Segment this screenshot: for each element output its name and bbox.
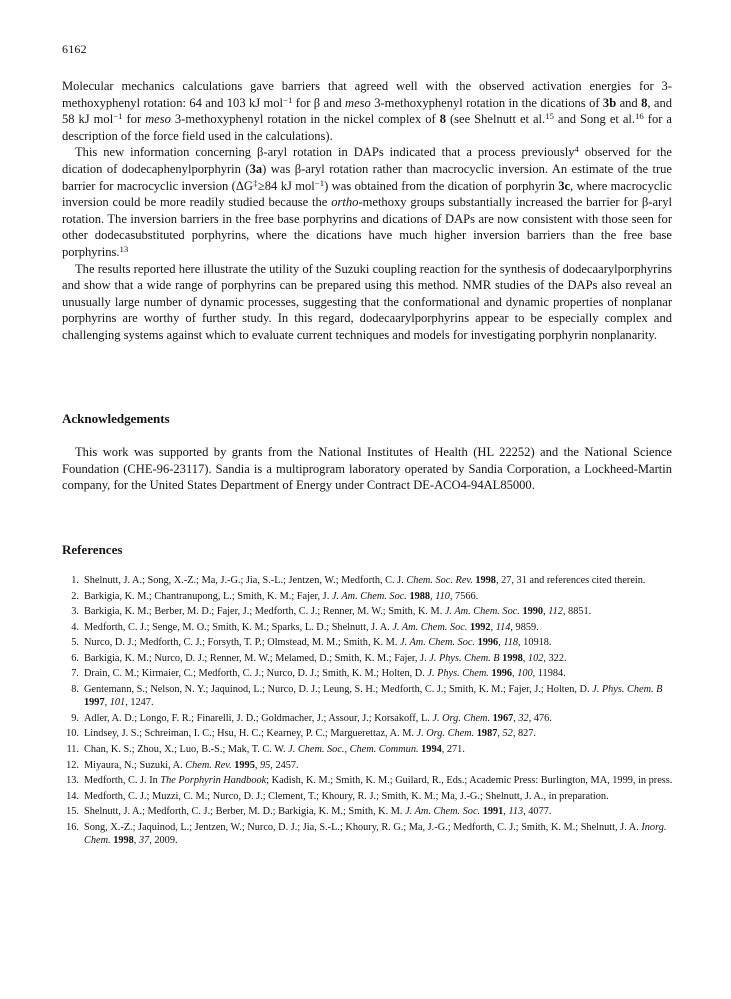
reference-item bbox=[62, 790, 674, 804]
reference-item bbox=[62, 605, 674, 619]
reference-item bbox=[62, 774, 674, 788]
reference-text: Song, X.-Z.; Jaquinod, L.; Jentzen, W.; Nurco, D. J.; Jia, S.-L.; Khoury, R. G.; Ma, J.-G.; Medforth, C. J.; Smith, K. M.; Shelnutt, J. A. Inorg. Chem. 1998, 37, 2009. bbox=[84, 821, 667, 847]
reference-journal: J. Am. Chem. Soc. bbox=[444, 606, 520, 618]
reference-authors: Drain, C. M.; Kirmaier, C.; Medforth, C. J.; Nurco, D. J.; Smith, K. M.; Holten, D. bbox=[84, 668, 428, 680]
reference-pages: , 476. bbox=[528, 712, 552, 724]
reference-pages: , 827. bbox=[512, 728, 536, 740]
reference-year: 1997 bbox=[84, 697, 105, 709]
reference-pages: , 2457. bbox=[270, 759, 299, 771]
acknowledgements-text: This work was supported by grants from the National Institutes of Health (HL 22252) and the National Science Foundation (CHE-96-23117). Sandia is a multiprogram laboratory operated by Sandia Corporation, a Lockheed-Martin company, for the United States Department of Energy under Contract DE-ACO4-94AL85000. bbox=[62, 445, 672, 493]
reference-year: 1992 bbox=[469, 621, 491, 633]
reference-pages: , 4077. bbox=[523, 806, 552, 818]
reference-pages: , 322. bbox=[543, 652, 567, 664]
reference-text: Drain, C. M.; Kirmaier, C.; Medforth, C. J.; Nurco, D. J.; Smith, K. M.; Holten, D. J. Phys. Chem. 1996, 100, 11984. bbox=[84, 668, 566, 680]
reference-year: 1967 bbox=[492, 712, 514, 724]
reference-journal: J. Am. Chem. Soc. bbox=[392, 621, 468, 633]
reference-journal: J. Am. Chem. Soc. bbox=[399, 637, 476, 649]
reference-item bbox=[62, 805, 674, 819]
reference-text: Medforth, C. J.; Senge, M. O.; Smith, K. M.; Sparks, L. D.; Shelnutt, J. A. J. Am. Chem. Soc. 1992, 114, 9859. bbox=[84, 621, 539, 633]
reference-authors: Barkigia, K. M.; Berber, M. D.; Fajer, J.; Medforth, C. J.; Renner, M. W.; Smith, K. M. bbox=[84, 606, 445, 618]
reference-item bbox=[62, 821, 674, 848]
reference-pages: , 8851. bbox=[562, 606, 592, 618]
page-number: 6162 bbox=[62, 42, 87, 56]
reference-text: Shelnutt, J. A.; Medforth, C. J.; Berber, M. D.; Barkigia, K. M.; Smith, K. M. J. Am. Chem. Soc. 1991, 113, 4077. bbox=[84, 806, 552, 818]
reference-volume: 112 bbox=[548, 606, 563, 618]
reference-text bbox=[84, 743, 674, 757]
reference-authors: Medforth, C. J.; Muzzi, C. M.; Nurco, D. J.; Clement, T.; Khoury, R. J.; Smith, K. M.; Ma, J.-G.; Shelnutt, J. A., in preparation. bbox=[84, 790, 609, 802]
reference-authors: Gentemann, S.; Nelson, N. Y.; Jaquinod, L.; Nurco, D. J.; Leung, S. H.; Medforth, C. J.; Smith, K. M.; Fajer, J.; Holten, D. bbox=[84, 683, 593, 695]
reference-item bbox=[62, 712, 674, 726]
references-heading: References bbox=[62, 542, 123, 557]
reference-text bbox=[84, 574, 674, 588]
reference-authors: Song, X.-Z.; Jaquinod, L.; Jentzen, W.; Nurco, D. J.; Jia, S.-L.; Khoury, R. G.; Ma, J.-G.; Medforth, C. J.; Smith, K. M.; Shelnutt, J. A. bbox=[84, 821, 642, 833]
reference-year: 1996 bbox=[491, 668, 513, 680]
reference-year: 1998 bbox=[502, 652, 523, 664]
reference-authors: Medforth, C. J. In bbox=[84, 775, 161, 787]
reference-journal: J. Phys. Chem. B bbox=[592, 683, 663, 695]
reference-volume: 113 bbox=[508, 806, 524, 818]
reference-number: 8. bbox=[71, 683, 79, 695]
reference-item bbox=[62, 743, 674, 757]
reference-item bbox=[62, 667, 674, 681]
reference-journal: J. Phys. Chem. bbox=[427, 668, 489, 680]
reference-number: 4. bbox=[71, 621, 79, 633]
reference-year: 1995 bbox=[234, 759, 255, 771]
reference-pages: ; Kadish, K. M.; Smith, K. M.; Guilard, R., Eds.; Academic Press: Burlington, MA, 1999, in press. bbox=[266, 775, 673, 787]
reference-authors: Lindsey, J. S.; Schreiman, I. C.; Hsu, H. C.; Kearney, P. C.; Marguerettaz, A. M. bbox=[84, 728, 417, 740]
reference-authors: Miyaura, N.; Suzuki, A. bbox=[84, 759, 186, 771]
paragraph-conclusions: The results reported here illustrate the utility of the Suzuki coupling reaction for the synthesis of dodecaarylporphyrins and show that a wide range of porphyrins can be prepared using this method. NMR studies of the DAPs also reveal an unusually large number of dynamic processes, suggesting that the conformational and dynamic properties of nonplanar porphyrins are worthy of further study. In this regard, dodecaarylporphyrins appear to be especially complex and challenging systems against which to evaluate current techniques and models for investigating porphyrin nonplanarity. bbox=[62, 261, 672, 342]
reference-journal: J. Org. Chem. bbox=[416, 728, 475, 740]
reference-text: Barkigia, K. M.; Nurco, D. J.; Renner, M. W.; Melamed, D.; Smith, K. M.; Fajer, J. J. Phys. Chem. B 1998, 102, 322. bbox=[84, 652, 567, 664]
reference-item bbox=[62, 652, 674, 666]
reference-text: Miyaura, N.; Suzuki, A. Chem. Rev. 1995, 95, 2457. bbox=[84, 759, 299, 771]
reference-list bbox=[62, 574, 674, 850]
reference-journal: J. Phys. Chem. B bbox=[429, 652, 500, 664]
reference-year: 1991 bbox=[482, 806, 504, 818]
reference-number: 14. bbox=[66, 790, 79, 802]
reference-text bbox=[84, 774, 674, 788]
reference-year: 1988 bbox=[409, 590, 431, 602]
reference-number: 3. bbox=[71, 606, 79, 618]
reference-journal: Chem. Rev. bbox=[185, 759, 232, 771]
reference-volume: 100 bbox=[517, 668, 533, 680]
reference-pages: , 7566. bbox=[449, 590, 479, 602]
reference-number: 9. bbox=[71, 712, 79, 724]
body-text bbox=[62, 78, 672, 344]
reference-text bbox=[84, 790, 674, 804]
reference-number: 16. bbox=[66, 821, 79, 833]
reference-number: 5. bbox=[71, 637, 79, 649]
reference-volume: 52 bbox=[502, 728, 513, 740]
reference-item bbox=[62, 727, 674, 741]
reference-text: Barkigia, K. M.; Berber, M. D.; Fajer, J.; Medforth, C. J.; Renner, M. W.; Smith, K. M. J. Am. Chem. Soc. 1990, 112, 8851. bbox=[84, 606, 592, 618]
reference-journal: The Porphyrin Handbook bbox=[160, 775, 267, 787]
reference-authors: Chan, K. S.; Zhou, X.; Luo, B.-S.; Mak, T. C. W. bbox=[84, 744, 289, 756]
reference-item bbox=[62, 621, 674, 635]
reference-item bbox=[62, 574, 674, 588]
reference-journal: Inorg. Chem. bbox=[84, 821, 667, 847]
reference-volume: 118 bbox=[503, 637, 519, 649]
reference-number: 15. bbox=[66, 806, 79, 818]
reference-volume: 37 bbox=[138, 835, 150, 847]
paragraph-molecular-mechanics: Molecular mechanics calculations gave barriers that agreed well with the observed activation energies for 3-methoxyphenyl rotation: 64 and 103 kJ mol$^{-1}$ for β and meso 3-methoxyphenyl rotation in the dications of 3b and 8, and 58 kJ mol$^{-1}$ for meso 3-methoxyphenyl rotation in the nickel complex of 8 (see Shelnutt et al.$^{15}$ and Song et al.$^{16}$ for a description of the force field used in the calculations). bbox=[62, 79, 672, 143]
reference-text: Barkigia, K. M.; Chantranupong, L.; Smith, K. M.; Fajer, J. J. Am. Chem. Soc. 1988, 110, 7566. bbox=[84, 590, 479, 602]
reference-volume: 32 bbox=[518, 712, 529, 724]
reference-journal: J. Org. Chem. bbox=[432, 712, 491, 724]
reference-volume: 101 bbox=[109, 697, 126, 709]
reference-year: 1990 bbox=[522, 606, 544, 618]
reference-item bbox=[62, 636, 674, 650]
reference-number: 7. bbox=[71, 668, 79, 680]
reference-volume: 95 bbox=[260, 759, 271, 771]
reference-volume: 102 bbox=[527, 652, 544, 664]
reference-year: 1994 bbox=[421, 744, 442, 756]
reference-pages: , 2009. bbox=[149, 835, 178, 847]
reference-pages: , 9859. bbox=[510, 621, 539, 633]
reference-text: Lindsey, J. S.; Schreiman, I. C.; Hsu, H. C.; Kearney, P. C.; Marguerettaz, A. M. J. Org. Chem. 1987, 52, 827. bbox=[84, 728, 536, 740]
reference-number: 1. bbox=[71, 575, 79, 586]
reference-volume: 110 bbox=[435, 590, 450, 602]
reference-authors: Barkigia, K. M.; Nurco, D. J.; Renner, M. W.; Melamed, D.; Smith, K. M.; Fajer, J. bbox=[84, 652, 430, 664]
reference-authors: Shelnutt, J. A.; Song, X.-Z.; Ma, J.-G.; Jia, S.-L.; Jentzen, W.; Medforth, C. J. bbox=[84, 575, 407, 586]
reference-text: Adler, A. D.; Longo, F. R.; Finarelli, J. D.; Goldmacher, J.; Assour, J.; Korsakoff, L. J. Org. Chem. 1967, 32, 476. bbox=[84, 712, 552, 724]
paragraph-beta-aryl-rotation: This new information concerning β-aryl rotation in DAPs indicated that a process previously$^4$ observed for the dication of dodecaphenylporphyrin (3a) was β-aryl rotation rather than macrocyclic inversion. An estimate of the true barrier for macrocyclic inversion (ΔG‡≥84 kJ mol$^{-1}$) was obtained from the dication of porphyrin 3c, where macrocyclic inversion could be more readily studied because the ortho-methoxy groups substantially increased the barrier for β-aryl rotation. The inversion barriers in the free base porphyrins and dications of DAPs are now consistent with those seen for other dodecasubstituted porphyrins, where the dications have much higher inversion barriers than the free base porphyrins.$^{13}$ bbox=[62, 144, 672, 259]
reference-pages: , 10918. bbox=[518, 637, 552, 649]
reference-year: 1996 bbox=[477, 637, 499, 649]
reference-text: Gentemann, S.; Nelson, N. Y.; Jaquinod, L.; Nurco, D. J.; Leung, S. H.; Medforth, C. J.; Smith, K. M.; Fajer, J.; Holten, D. J. Phys. Chem. B 1997, 101, 1247. bbox=[84, 683, 663, 709]
reference-journal: Chem. Soc. Rev. bbox=[406, 575, 473, 586]
reference-authors: Barkigia, K. M.; Chantranupong, L.; Smith, K. M.; Fajer, J. bbox=[84, 590, 332, 602]
reference-number: 10. bbox=[66, 728, 79, 740]
reference-pages: , 27, 31 and references cited therein. bbox=[495, 575, 646, 586]
acknowledgements-heading: Acknowledgements bbox=[62, 411, 170, 426]
reference-year: 1998 bbox=[475, 575, 496, 586]
reference-item bbox=[62, 759, 674, 773]
reference-pages: , 271. bbox=[441, 744, 465, 756]
reference-authors: Shelnutt, J. A.; Medforth, C. J.; Berber, M. D.; Barkigia, K. M.; Smith, K. M. bbox=[84, 806, 406, 818]
reference-year: 1987 bbox=[476, 728, 498, 740]
reference-pages: , 11984. bbox=[532, 668, 566, 680]
reference-item bbox=[62, 590, 674, 604]
reference-text: Nurco, D. J.; Medforth, C. J.; Forsyth, T. P.; Olmstead, M. M.; Smith, K. M. J. Am. Chem. Soc. 1996, 118, 10918. bbox=[84, 637, 552, 649]
reference-journal: J. Chem. Soc., Chem. Commun. bbox=[288, 744, 419, 756]
reference-authors: Medforth, C. J.; Senge, M. O.; Smith, K. M.; Sparks, L. D.; Shelnutt, J. A. bbox=[84, 621, 393, 633]
reference-volume: 114 bbox=[495, 621, 511, 633]
reference-journal: J. Am. Chem. Soc. bbox=[331, 590, 407, 602]
reference-journal: J. Am. Chem. Soc. bbox=[405, 806, 481, 818]
reference-authors: Nurco, D. J.; Medforth, C. J.; Forsyth, T. P.; Olmstead, M. M.; Smith, K. M. bbox=[84, 637, 400, 649]
reference-pages: , 1247. bbox=[125, 697, 154, 709]
reference-year: 1998 bbox=[113, 835, 134, 847]
reference-number: 6. bbox=[71, 652, 79, 664]
reference-item bbox=[62, 683, 674, 710]
reference-number: 12. bbox=[66, 759, 79, 771]
reference-number: 2. bbox=[71, 590, 79, 602]
reference-number: 11. bbox=[66, 744, 79, 756]
reference-number: 13. bbox=[66, 775, 79, 787]
reference-authors: Adler, A. D.; Longo, F. R.; Finarelli, J. D.; Goldmacher, J.; Assour, J.; Korsakoff, L. bbox=[84, 712, 433, 724]
